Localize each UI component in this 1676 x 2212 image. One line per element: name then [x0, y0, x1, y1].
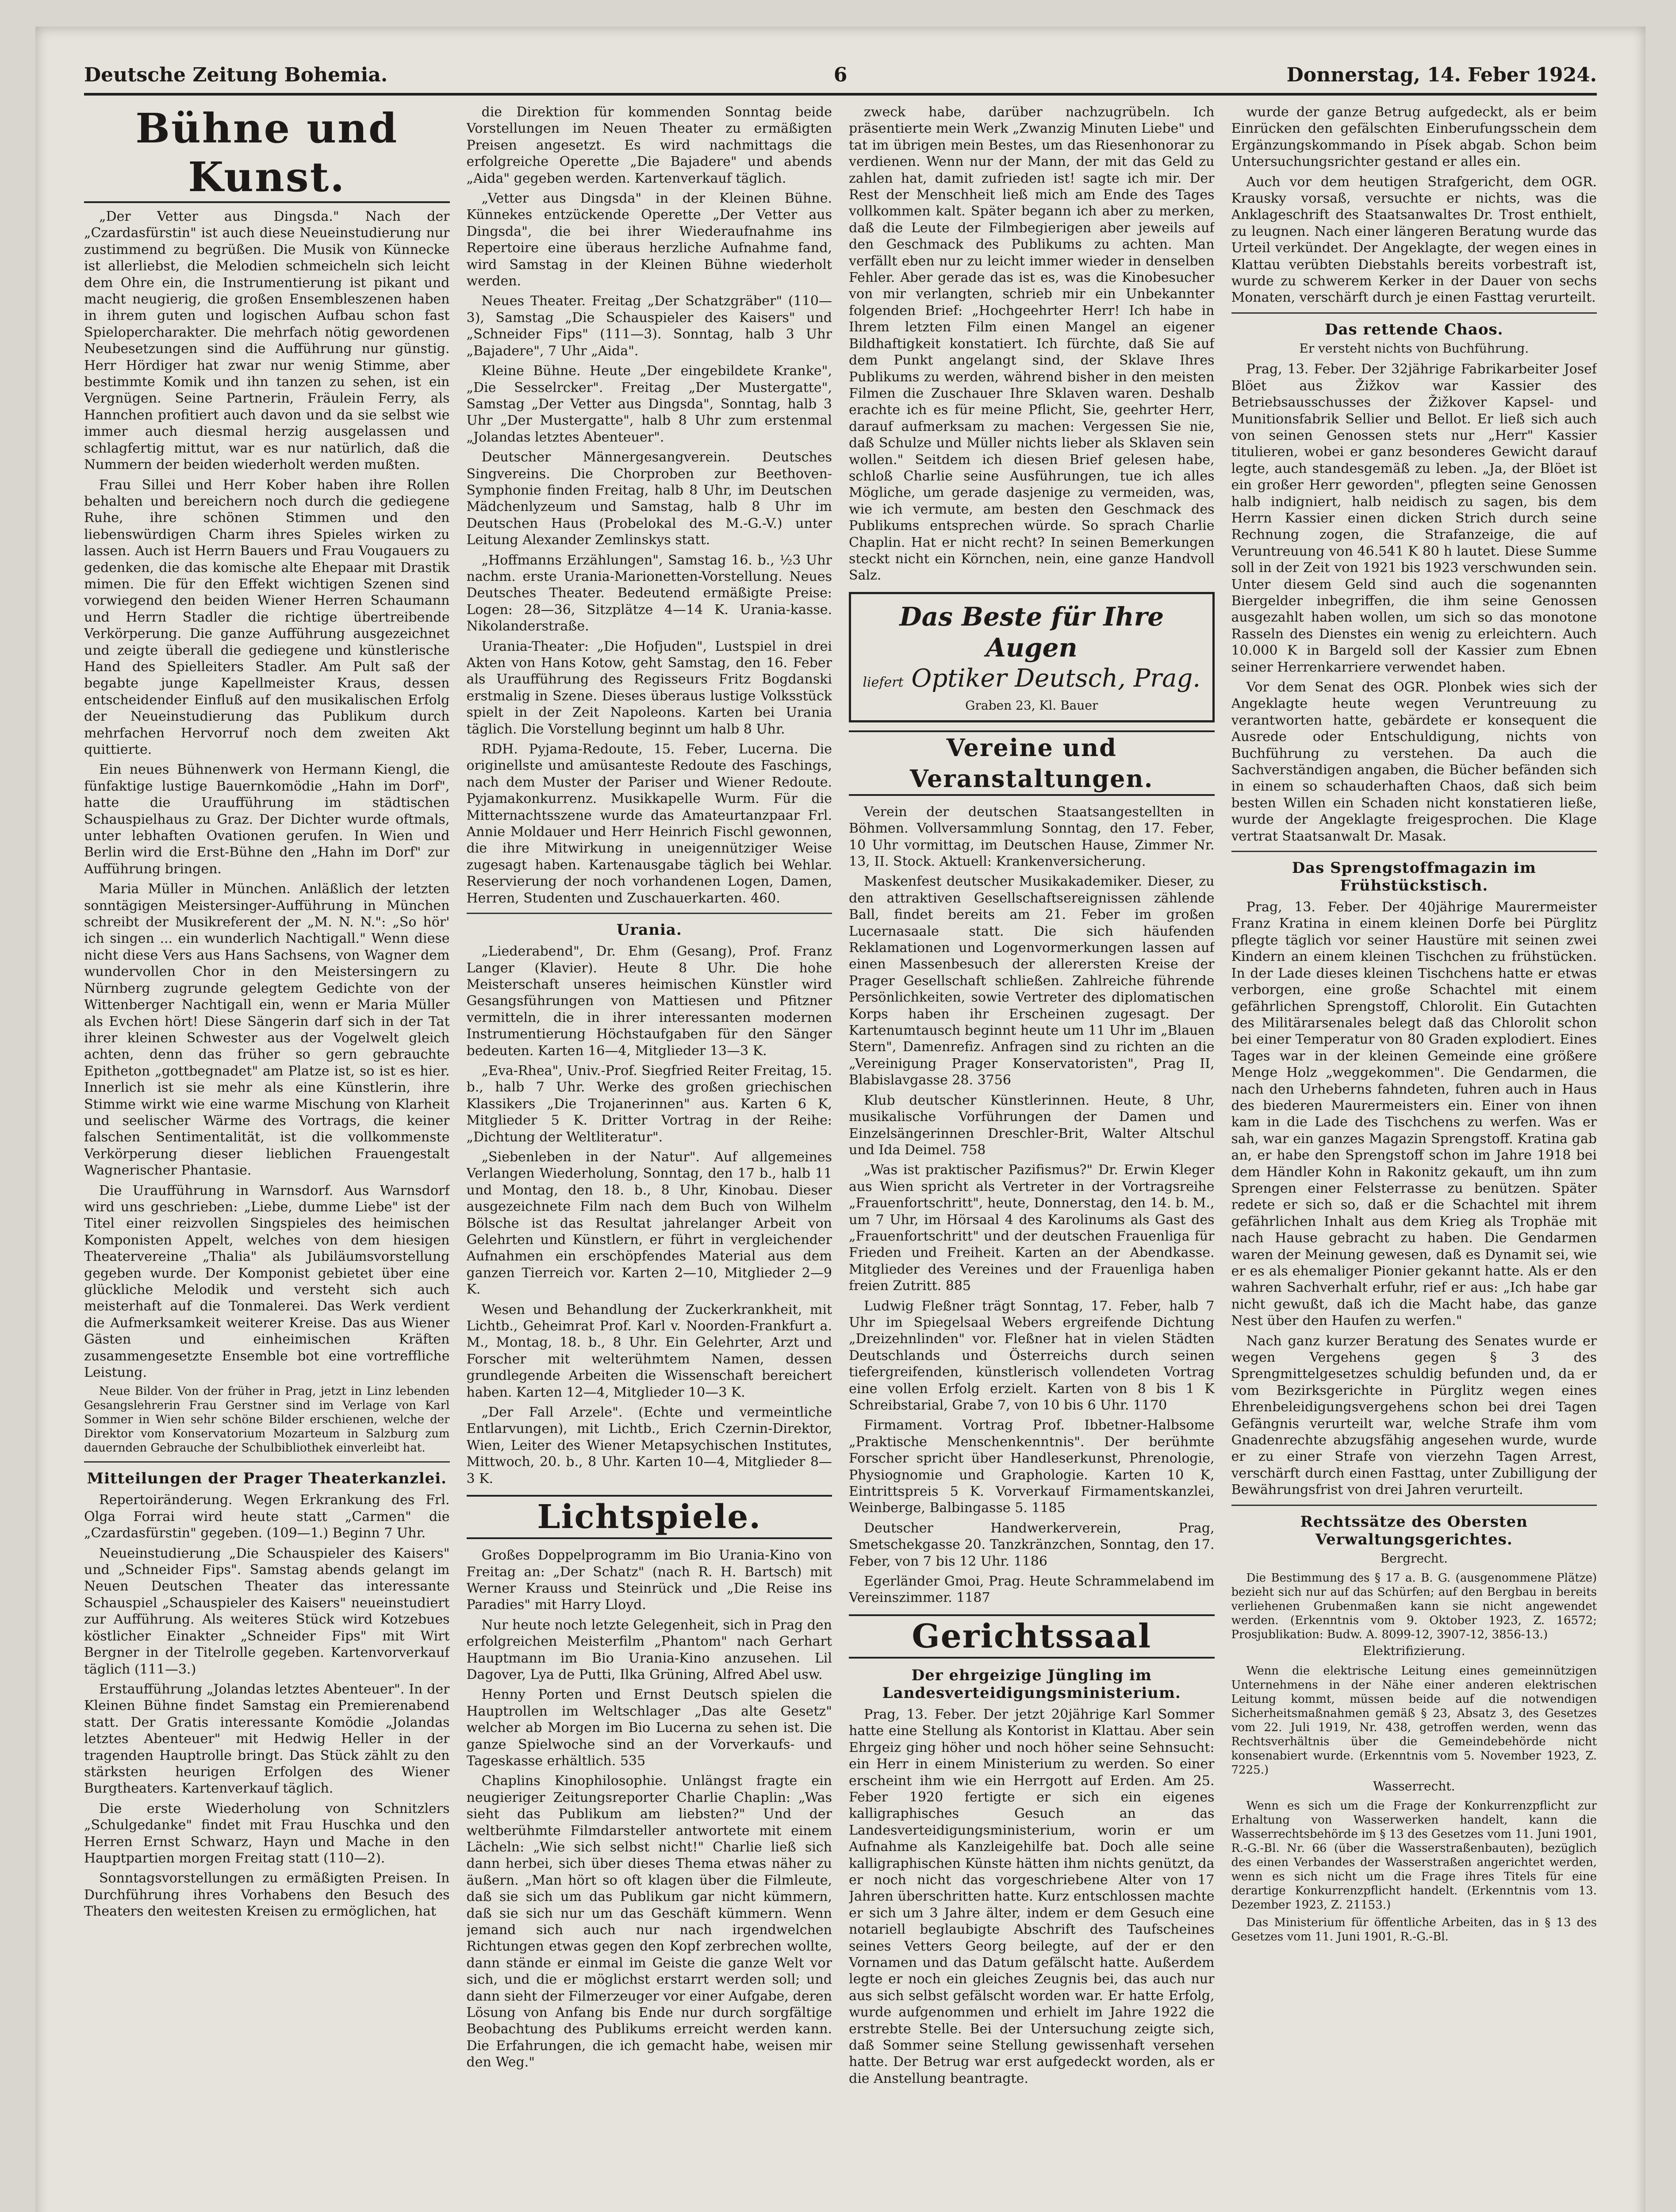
divider	[467, 913, 832, 914]
page-header	[84, 58, 1597, 96]
notice-paragraph: Die erste Wiederholung von Schnitzlers „Schulgedanke" findet mit Frau Huschka und den Herren Ernst Schwarz, Hayn und Mache in den Hauptpartien morgen Freitag statt (110—2).	[84, 1801, 450, 1866]
article-paragraph: Auch vor dem heutigen Strafgericht, dem OGR. Krausky vorsaß, versuchte er nichts, was die Anklageschrift des Staatsanwaltes Dr. Trost enthielt, zu leugnen. Nach einer längeren Beratung wurde das Urteil verkündet. Der Angeklagte, der wegen eines in Klattau verübten Diebstahls bereits vorbestraft ist, wurde zu schwerem Kerker in der Dauer von sechs Monaten, verschärft durch je einen Fasttag verurteilt.	[1231, 174, 1597, 306]
section-title-theaterkanzlei: Mitteilungen der Prager Theaterkanzlei.	[87, 1470, 447, 1488]
notice-paragraph: Firmament. Vortrag Prof. Ibbetner-Halbsome „Praktische Menschenkenntnis". Der berühmte Forscher spricht über Handleserkunst, Phrenologie, Physiognomie und Graphologie. Karten 10 K, Eintrittspreis 5 K. Vorverkauf Firmamentskanzlei, Weinberge, Balbingasse 5. 1185	[849, 1417, 1215, 1516]
notice-paragraph: Großes Doppelprogramm im Bio Urania-Kino von Freitag an: „Der Schatz" (nach R. H. Bartsch) mit Werner Krauss und Steinrück und „Die Reise ins Paradies" mit Harry Lloyd.	[466, 1548, 832, 1613]
notice-paragraph: RDH. Pyjama-Redoute, 15. Feber, Lucerna. Die originellste und amüsanteste Redoute des Faschings, nach dem Muster der Pariser und Wiener Redoute. Pyjamakonkurrenz. Musikkapelle Wurm. Für die Mitternachtsszene wurde das Amateurtanzpaar Frl. Annie Moldauer und Herr Heinrich Fischl gewonnen, die ihre Mitwirkung in uneigennütziger Weise zugesagt haben. Kartenausgabe täglich bei Wehlar. Reservierung der noch vorhandenen Logen, Damen, Herren, Studenten und Zuschauerkarten. 460.	[466, 741, 832, 906]
notice-paragraph: die Direktion für kommenden Sonntag beide Vorstellungen im Neuen Theater zu ermäßigten Preisen angesetzt. Es wird nachmittags die erfolgreiche Operette „Die Bajadere" und abends „Aida" gegeben werden. Kartenverkauf täglich.	[466, 104, 832, 186]
article-paragraph: Wenn die elektrische Leitung eines gemeinnützigen Unternehmens in der Nähe einer anderen elektrischen Leitung kommt, müssen beide auf die notwendigen Sicherheitsmaßnahmen gemäß § 23, Absatz 3, des Gesetzes vom 22. Juli 1919, Nr. 438, getroffen werden, wenn das Rechtsverhältnis über die Gemeindebehörde nicht konsenabiert wurde. (Erkenntnis vom 5. November 1923, Z. 7225.)	[1231, 1664, 1597, 1777]
article-subheadline: Er versteht nichts von Buchführung.	[1299, 341, 1529, 356]
notice-paragraph: Kleine Bühne. Heute „Der eingebildete Kranke", „Die Sesselrcker". Freitag „Der Mustergatte", Samstag „Der Vetter aus Dingsda", Sonntag, halb 3 Uhr „Der Mustergatte", halb 8 Uhr zum erstenmal „Jolandas letztes Abenteuer".	[466, 363, 832, 445]
article-subheadline: Bergrecht.	[1380, 1551, 1448, 1566]
article-headline: Das rettende Chaos.	[1324, 320, 1503, 338]
article-paragraph: Prag, 13. Feber. Der jetzt 20jährige Karl Sommer hatte eine Stellung als Kontorist in Klattau. Aber sein Ehrgeiz ging höher und noch höher seine Sehnsucht: ein Herr in einem Ministerium zu werden. So einer erscheint ihm wie ein Herrgott auf Erden. Am 25. Feber 1920 fertigte er sich ein eigenes kalligraphisches Gesuch an das Landesverteidigungsministerium, worin er um Aufnahme als Kanzleigehilfe bat. Doch alle seine kalligraphischen Künste hätten ihm nichts genützt, da er noch nicht das vorgeschriebene Alter von 17 Jahren überschritten hatte. Kurz entschlossen machte er sich um 3 Jahre älter, indem er dem Gesuch eine notariell beglaubigte Abschrift des Taufscheines seines Vetters Georg beilegte, auf der er den Vornamen und das Datum gefälscht hatte. Außerdem legte er noch ein gleiches Zeugnis bei, das auch nur aus sich selbst gefälscht worden war. Er hatte Erfolg, wurde aufgenommen und erhielt im Jahre 1922 die erstrebte Stelle. Bei der Untersuchung zeigte sich, daß Sommer seine Stellung gewissenhaft versehen hatte. Der Betrug war erst aufgedeckt worden, als er die Anstellung beantragte.	[849, 1706, 1215, 2086]
ad-business-name	[856, 663, 1207, 698]
notice-paragraph: Deutscher Männergesangverein. Deutsches Singvereins. Die Chorproben zur Beethoven-Symphonie finden Freitag, halb 8 Uhr, im Deutschen Mädchenlyzeum und Samstag, halb 8 Uhr im Deutschen Haus (Probelokal des M.-G.-V.) unter Leitung Alexander Zemlinskys statt.	[466, 449, 832, 548]
columns	[84, 104, 1597, 2212]
article-headline: Rechtssätze des Obersten Verwaltungsgerichtes.	[1300, 1513, 1528, 1548]
notice-paragraph: Nur heute noch letzte Gelegenheit, sich in Prag den erfolgreichen Meisterfilm „Phantom" nach Gerhart Hauptmann im Bio Urania-Kino anzusehen. Lil Dagover, Lya de Putti, Ilka Grüning, Alfred Abel usw.	[466, 1617, 832, 1682]
notice-paragraph: „Hoffmanns Erzählungen", Samstag 16. b., ½3 Uhr nachm. erste Urania-Marionetten-Vorstellung. Neues Deutsches Theater. Bedeutend ermäßigte Preise: Logen: 28—36, Sitzplätze 4—14 K. Urania-kasse. Nikolanderstraße.	[466, 552, 832, 634]
divider	[1231, 851, 1597, 852]
article-paragraph: Nach ganz kurzer Beratung des Senates wurde er wegen Vergehens gegen § 3 des Sprengmittelgesetzes schuldig befunden und, da er vom Bezirksgerichte in Pürglitz wegen eines Ehrenbeleidigungsvergehens schon bei drei Tagen Gefängnis verurteilt war, welche Strafe ihm vom Gnadenrechte abzugsfähig angesehen wurde, wurde er zu einer Strafe von vierzehn Tagen Arrest, verschärft durch einen Fasttag, unter Zubilligung der Bewährungsfrist von drei Jahren verurteilt.	[1231, 1333, 1597, 1498]
ad-headline: Das Beste für Ihre Augen	[899, 601, 1164, 663]
column-2	[467, 104, 832, 2212]
ad-address: Graben 23, Kl. Bauer	[965, 698, 1098, 713]
notice-paragraph: Repertoiränderung. Wegen Erkrankung des Frl. Olga Forrai wird heute statt „Carmen" die „Czardasfürstin" gegeben. (109—1.) Beginn 7 Uhr.	[84, 1492, 450, 1541]
divider	[84, 1461, 450, 1463]
notice-paragraph: Klub deutscher Künstlerinnen. Heute, 8 Uhr, musikalische Vorführungen der Damen und Einzelsängerinnen Dreschler-Brit, Walter Altschul und Ida Deimel. 758	[849, 1092, 1215, 1158]
page-number: 6	[833, 64, 848, 86]
newspaper-name: Deutsche Zeitung Bohemia.	[84, 64, 388, 86]
notice-paragraph: Urania-Theater: „Die Hofjuden", Lustspiel in drei Akten von Hans Kotow, geht Samstag, den 16. Feber als Uraufführung des Regisseurs Fritz Bogdanski erstmalig in Szene. Dieses überaus lustige Volksstück spielt in der Zeit Napoleons. Karten bei Urania täglich. Die Vorstellung beginnt um halb 8 Uhr.	[466, 638, 832, 737]
article-paragraph: Maria Müller in München. Anläßlich der letzten sonntägigen Meistersinger-Aufführung in München schreibt der Musikreferent der „M. N. N.": „So hör' ich singen ... ein wunderlich Nachtigall." Wenn diese nicht diese Vers aus Hans Sachsens, von Wagner dem wundervollen Chor in den Meistersingern zu Nürnberg zugrunde gelegtem Gedichte von der Wittenberger Nachtigall ein, wenn er Maria Müller als Evchen hört! Diese Sängerin darf sich in der Tat ihrer kleinen Schwester aus der Vogelwelt gleich achten, denn das früher so gern gebrauchte Epitheton „gottbegnadet" am Platze ist, so ist es hier. Innerlich ist sie mehr als eine Künstlerin, ihre Stimme wirkt wie eine warme Mischung von Klarheit und seelischer Wärme des Vortrags, die keiner falschen Sentimentalität, ist die vollkommenste Verkörperung dieser lieblichen Frauengestalt Wagnerischer Phantasie.	[84, 881, 450, 1179]
article-paragraph: Prag, 13. Feber. Der 32jährige Fabrikarbeiter Josef Blöet aus Žižkov war Kassier des Betriebsausschusses der Žižkover Kapsel- und Munitionsfabrik Sellier und Bellot. Er ließ sich auch von seinen Genossen stets nur „Herr" Kassier titulieren, wobei er ganz besonderes Gewicht darauf legte, auch standesgemäß zu leben. „Ja, der Blöet ist ein großer Herr geworden", pflegten seine Genossen halb indigniert, halb neidisch zu sagen, bis dem Herrn Kassier einen dicken Strich durch seine Rechnung zogen, die Strafanzeige, die auf Veruntreuung von 46.541 K 80 h lautet. Diese Summe soll in der Zeit von 1921 bis 1923 verschwunden sein. Unter diesem Geld sind auch die sogenannten Biergelder inbegriffen, die ihm seine Genossen ausgezahlt haben wollen, um sich so das monotone Rasseln des Dienstes ein wenig zu erleichtern. Auch 10.000 K in Bargeld soll der Kassier zum Ebnen seiner Herrenkarriere verwendet haben.	[1231, 361, 1597, 675]
column-4	[1231, 104, 1597, 2212]
section-title-buehne-und-kunst: Bühne und Kunst.	[84, 104, 450, 203]
newspaper-page	[35, 27, 1645, 2212]
article-paragraph: Die Bestimmung des § 17 a. B. G. (ausgenommene Plätze) bezieht sich nur auf das Schürfen; auf den Bergbau in bereits verliehenen Grubenmaßen kann sie nicht angewendet werden. (Erkenntnis vom 9. Oktober 1923, Z. 16572; Prosjublikation: Budw. A. 8099-12, 3907-12, 3856-13.)	[1231, 1571, 1597, 1642]
notice-paragraph: „Siebenleben in der Natur". Auf allgemeines Verlangen Wiederholung, Sonntag, den 17 b., halb 11 und Montag, den 18. b., 8 Uhr, Kinobau. Dieser ausgezeichnete Film nach dem Buch von Wilhelm Bölsche ist das Resultat jahrelanger Arbeit von Gelehrten und Künstlern, er führt in vergleichender Aufnahmen ein erschöpfendes Material aus dem ganzen Tierreich vor. Karten 2—10, Mitglieder 2—9 K.	[466, 1149, 832, 1298]
article-headline: Der ehrgeizige Jüngling im Landesverteidigungsministerium.	[882, 1666, 1181, 1702]
notice-paragraph: Henny Porten und Ernst Deutsch spielen die Hauptrollen im Weltschlager „Das alte Gesetz" welcher ab Morgen im Bio Lucerna zu sehen ist. Die ganze Spielwoche sind an der Vorverkaufs- und Tageskasse erhältlich. 535	[466, 1687, 832, 1769]
notice-paragraph: „Liederabend", Dr. Ehm (Gesang), Prof. Franz Langer (Klavier). Heute 8 Uhr. Die hohe Meisterschaft unseres heimischen Künstler wird Gesangsführungen von Mattiesen und Pfitzner vermitteln, die in ihrer interessanten modernen Instrumentierung Höchstaufgaben für den Sänger bedeuten. Karten 16—4, Mitglieder 13—3 K.	[466, 944, 832, 1059]
notice-paragraph: Deutscher Handwerkerverein, Prag, Smetschekgasse 20. Tanzkränzchen, Sonntag, den 17. Feber, von 7 bis 12 Uhr. 1186	[849, 1520, 1215, 1569]
article-subheadline: Wasserrecht.	[1373, 1778, 1455, 1793]
article-paragraph: wurde der ganze Betrug aufgedeckt, als er beim Einrücken den gefälschten Einberufungsschein dem Ergänzungskommando in Písek abgab. Schon beim Untersuchungsrichter gestand er alles ein.	[1231, 104, 1597, 170]
notice-paragraph: Ludwig Fleßner trägt Sonntag, 17. Feber, halb 7 Uhr im Spiegelsaal Webers ergreifende Dichtung „Dreizehnlinden" vor. Fleßner hat in vielen Städten Deutschlands und Österreichs durch seinen tiefergreifenden, künstlerisch vollendeten Vortrag eine vollen Erfolg erzielt. Karten von 8 bis 1 K Schreibstarial, Grabe 7, von 10 bis 6 Uhr. 1170	[849, 1298, 1215, 1413]
notice-paragraph: Wesen und Behandlung der Zuckerkrankheit, mit Lichtb., Geheimrat Prof. Karl v. Noorden-Frankfurt a. M., Montag, 18. b., 8 Uhr. Ein Gelehrter, Arzt und Forscher mit welterühmtem Namen, dessen grundlegende Arbeiten die Wissenschaft bereichert haben. Karten 12—4, Mitglieder 10—3 K.	[466, 1302, 832, 1400]
notice-paragraph: Neueinstudierung „Die Schauspieler des Kaisers" und „Schneider Fips". Samstag abends gelangt im Neuen Deutschen Theater das interessante Schauspiel „Schauspieler des Kaisers" neueinstudiert zur Aufführung. Als weiteres Stück wird Kotzebues köstlicher Einakter „Schneider Fips" mit Wirt Bergner in der Titelrolle gegeben. Kartenvorverkauf täglich (111—3.)	[84, 1545, 450, 1677]
notice-paragraph: Erstaufführung „Jolandas letztes Abenteuer". In der Kleinen Bühne findet Samstag ein Premierenabend statt. Der Gratis interessante Komödie „Jolandas letztes Abenteuer" mit Hedwig Heller in der tragenden Hauptrolle bringt. Das Stück zählt zu den stärksten heurigen Erfolgen des Wiener Burgtheaters. Kartenverkauf täglich.	[84, 1681, 450, 1797]
notice-paragraph: Neues Theater. Freitag „Der Schatzgräber" (110—3), Samstag „Die Schauspieler des Kaisers" und „Schneider Fips" (111—3). Sonntag, halb 3 Uhr „Bajadere", 7 Uhr „Aida".	[466, 293, 832, 359]
article-paragraph: zweck habe, darüber nachzugrübeln. Ich präsentierte mein Werk „Zwanzig Minuten Liebe" und tat im übrigen mein Bestes, um das Riesenhonorar zu verdienen. Wenn nur der Mann, der mit das Geld zu zahlen hat, damit zufrieden ist! sagte ich mir. Der Rest der Menschheit ließ mich am Ende des Tages vollkommen kalt. Später begann ich aber zu merken, daß die Leute der Filmbegierigen aber jeweils auf den Geschmack des Publikums zu achten. Man verfällt eben nur zu leicht immer wieder in denselben Fehler. Aber gerade das ist es, was die Kinobesucher von mir verlangten, schrieb mir ein Unbekannter folgenden Brief: „Hochgeehrter Herr! Ich habe in Ihrem letzten Film einen Mangel an eigener Bildhaftigkeit konstatiert. Ich fürchte, daß Sie auf dem Punkt angelangt sind, der Sklave Ihres Publikums zu werden, während bisher in den meisten Filmen die Zuschauer Ihre Sklaven waren. Deshalb erachte ich es für meine Pflicht, Sie, geehrter Herr, darauf aufmerksam zu machen: Vergessen Sie nie, daß Schulze und Müller nichts lieber als Sklaven sein wollen." Seitdem ich diesen Brief gelesen habe, schloß Charlie seine Ausführungen, tue ich alles Mögliche, um gerade dasjenige zu vermeiden, was, wie ich vermute, am besten den Geschmack des Publikums entsprechen würde. So sprach Charlie Chaplin. Hat er nicht recht? In seinen Bemerkungen steckt nicht ein Körnchen, nein, eine ganze Handvoll Salz.	[849, 104, 1215, 584]
article-paragraph: „Der Vetter aus Dingsda." Nach der „Czardasfürstin" ist auch diese Neueinstudierung nur zustimmend zu begrüßen. Die Musik von Künnecke ist allerliebst, die Melodien schmeicheln sich leicht dem Ohre ein, die Instrumentierung ist pikant und macht neugierig, die großen Ensembleszenen haben in ihrem guten und logischen Aufbau schon fast Spielopercharakter. Die mehrfach nötig gewordenen Neubesetzungen sind die Aufführung nur günstig. Herr Hördiger hat zwar nur wenig Stimme, aber bestimmte Komik und ihn tanzen zu sehen, ist ein Vergnügen. Seine Partnerin, Fräulein Ferry, als Hannchen profitiert auch davon und da sie selbst wie immer auch diesmal herzig ausgelassen und schlagfertig mittut, war es nur natürlich, daß die Nummern der beiden wiederholt werden mußten.	[84, 209, 450, 473]
notice-paragraph: Egerländer Gmoi, Prag. Heute Schrammelabend im Vereinszimmer. 1187	[849, 1574, 1215, 1606]
ad-name-text: Optiker Deutsch, Prag.	[911, 664, 1201, 693]
notice-paragraph: „Vetter aus Dingsda" in der Kleinen Bühne. Künnekes entzückende Operette „Der Vetter aus Dingsda", die bei ihrer Wiederaufnahme ins Repertoire eine überaus herzliche Aufnahme fand, wird Samstag in der Kleinen Bühne wiederholt werden.	[466, 191, 832, 289]
article-paragraph: Wenn es sich um die Frage der Konkurrenzpflicht zur Erhaltung von Wasserwerken handelt, kann die Wasserrechtsbehörde im § 13 des Gesetzes vom 11. Juni 1901, R.-G.-Bl. Nr. 66 (über die Wasserstraßenbauten), bezüglich des einen Verbandes der Wasserstraßen angerichtet werden, wenn es sich nicht um die Frage ihres Titels für eine derartige Konkurrenzpflicht handelt. (Erkenntnis vom 13. Dezember 1923, Z. 21153.)	[1231, 1799, 1597, 1912]
section-title-lichtspiele: Lichtspiele.	[467, 1495, 832, 1539]
column-1	[84, 104, 450, 2212]
notice-paragraph: Sonntagsvorstellungen zu ermäßigten Preisen. In Durchführung ihres Vorhabens den Besuch des Theaters den weitesten Kreisen zu ermöglichen, hat	[84, 1870, 450, 1920]
ad-prefix: liefert	[863, 674, 904, 690]
article-paragraph: Ein neues Bühnenwerk von Hermann Kiengl, die fünfaktige lustige Bauernkomödie „Hahn im Dorf", hatte die Uraufführung im städtischen Schauspielhaus zu Graz. Der Dichter wurde oftmals, unter lebhaften Ovationen gerufen. In Wien und Berlin wird die Erst-Bühne den „Hahn im Dorf" zur Aufführung bringen.	[84, 762, 450, 877]
article-subheadline: Elektrifizierung.	[1362, 1644, 1465, 1659]
section-title-gerichtssaal: Gerichtssaal	[849, 1614, 1215, 1659]
divider	[1231, 312, 1597, 314]
notice-paragraph: Verein der deutschen Staatsangestellten in Böhmen. Vollversammlung Sonntag, den 17. Feber, 10 Uhr vormittag, im Deutschen Hause, Zimmer Nr. 13, II. Stock. Aktuell: Krankenversicherung.	[849, 804, 1215, 869]
notice-paragraph: „Was ist praktischer Pazifismus?" Dr. Erwin Kleger aus Wien spricht als Vertreter in der Vortragsreihe „Frauenfortschritt", heute, Donnerstag, den 14. b. M., um 7 Uhr, im Hörsaal 4 des Karolinums als Gast des „Frauenfortschritt" und der deutschen Frauenliga für Frieden und Freiheit. Karten an der Abendkasse. Mitglieder des Vereines und der Frauenliga haben freien Zutritt. 885	[849, 1162, 1215, 1294]
column-3	[849, 104, 1215, 2212]
article-paragraph: Vor dem Senat des OGR. Plonbek wies sich der Angeklagte heute wegen Veruntreuung zu verantworten hatte, gebärdete er konsequent die Ausrede oder Entschuldigung, nichts von Buchführung zu verstehen. Da auch die Sachverständigen angaben, die Bücher befänden sich in einem so schauderhaften Chaos, daß sich beim besten Willen ein Schaden nicht konstatieren ließe, wurde der Angeklagte freigesprochen. Die Klage vertrat Staatsanwalt Dr. Masak.	[1231, 680, 1597, 844]
article-paragraph: Frau Sillei und Herr Kober haben ihre Rollen behalten und bereichern noch durch die gediegene Ruhe, ihre schönen Stimmen und den liebenswürdigen Charm ihres Spieles wirken zu lassen. Auch ist Herrn Bauers und Frau Vougauers zu gedenken, die das komische alte Ehepaar mit Drastik mimen. Die für den Effekt wichtigen Szenen sind vorwiegend den beiden Wiener Herren Schaumann und Herrn Stadler die richtige übertreibende Verkörperung. Die ganze Aufführung ausgezeichnet und zeigte überall die gediegene und künstlerische Hand des Spielleiters Stadler. Am Pult saß der begabte junge Kapellmeister Kraus, dessen entscheidender Einfluß auf den musikalischen Erfolg der Neueinstudierung das Publikum durch mehrfachen Hervorruf noch dem zweiten Akt quittierte.	[84, 477, 450, 757]
article-paragraph: Prag, 13. Feber. Der 40jährige Maurermeister Franz Kratina in einem kleinen Dorfe bei Pürglitz pflegte täglich vor seiner Haustüre mit seinen zwei Kindern an einem kleinen Tischchen zu frühstücken. In der Lade dieses kleinen Tischchens hatte er etwas verborgen, eine große Schachtel mit einem gefährlichen Sprengstoff, Chlorolit. Ein Gutachten des Militärarsenales belegt daß das Chlorolit schon bei einer Temperatur von 80 Graden explodiert. Eines Tages war in der kleinen Gemeinde eine größere Menge Holz „weggekommen". Die Gendarmen, die nach den Urheberns fahndeten, fuhren auch in Haus des biederen Maurermeisters ein. Einer von ihnen kam in die Lade des Tischchens zu werfen. Was er sah, war ein ganzes Magazin Sprengstoff. Kratina gab an, er habe den Sprengstoff schon im Jahre 1918 bei dem Händler Kohn in Rakonitz gekauft, um ihn zum Sprengen einer Felsterrasse zu benützen. Später redete er sich so, daß er die Schachtel mit ihrem gefährlichen Inhalt aus dem Krieg als Trophäe mit nach Hause gebracht zu haben. Die Gendarmen waren der Meinung gewesen, daß es Dynamit sei, wie er es als ehemaliger Pionier gekannt hatte. Als er den wahren Sachverhalt erfuhr, rief er aus: „Ich habe gar nicht gewußt, daß ich die Macht habe, das ganze Nest über den Haufen zu werfen."	[1231, 899, 1597, 1329]
advertisement-optiker	[849, 592, 1215, 722]
divider	[1231, 1505, 1597, 1506]
article-paragraph: Das Ministerium für öffentliche Arbeiten, das in § 13 des Gesetzes vom 11. Juni 1901, R.-G.-Bl.	[1231, 1916, 1597, 1943]
notice-paragraph: „Eva-Rhea", Univ.-Prof. Siegfried Reiter Freitag, 15. b., halb 7 Uhr. Werke des großen griechischen Klassikers „Die Trojanerinnen" aus. Karten 6 K, Mitglieder 5 K. Dritter Vortrag in der Reihe: „Dichtung der Weltliteratur".	[466, 1063, 832, 1145]
section-title-vereine: Vereine und Veranstaltungen.	[849, 730, 1215, 796]
notice-paragraph: „Der Fall Arzele". (Echte und vermeintliche Entlarvungen), mit Lichtb., Erich Czernin-Direktor, Wien, Leiter des Wiener Metapsychischen Institutes, Mittwoch, 20. b., 8 Uhr. Karten 10—4, Mitglieder 8—3 K.	[466, 1405, 832, 1486]
article-paragraph: Die Uraufführung in Warnsdorf. Aus Warnsdorf wird uns geschrieben: „Liebe, dumme Liebe" ist der Titel einer reizvollen Singspieles des heimischen Komponisten Appelt, welches von dem hiesigen Theatervereine „Thalia" als Jubiläumsvorstellung gegeben wurde. Der Komponist gebietet über eine glückliche Melodik und versteht sich auch meisterhaft auf die Tonmalerei. Das Werk verdient die Aufmerksamkeit weiterer Kreise. Das aus Wiener Gästen und einheimischen Kräften zusammengesetzte Ensemble bot eine vortreffliche Leistung.	[84, 1183, 450, 1381]
article-headline: Das Sprengstoffmagazin im Frühstückstisch.	[1292, 859, 1536, 895]
article-paragraph: Neue Bilder. Von der früher in Prag, jetzt in Linz lebenden Gesangslehrerin Frau Gerstner sind im Verlage von Karl Sommer in Wien sehr schöne Bilder erschienen, welche der Direktor vom Konservatorium Mozarteum in Salzburg zum dauernden Gebrauche der Schulbibliothek einverleibt hat.	[84, 1385, 450, 1455]
notice-paragraph: Chaplins Kinophilosophie. Unlängst fragte ein neugieriger Zeitungsreporter Charlie Chaplin: „Was sieht das Publikum am liebsten?" Und der weltberühmte Filmdarsteller antwortete mit einem Lächeln: „Wie sich selbst nicht!" Charlie ließ sich dann herbei, sich über dieses Thema etwas näher zu äußern. „Man hört so oft klagen über die Filmleute, daß sie sich um das Publikum gar nicht kümmern, daß sie sich nur um das Geschäft kümmern. Wenn jemand sich auch nur nach irgendwelchen Richtungen etwas gegen den Kopf zerbrechen wollte, dann stände er einmal im Geiste die ganze Welt vor sich, und die er möglichst erstarrt werden soll; und dann sieht der Filmerzeuger vor einer Aufgabe, deren Lösung von Anfang bis Ende nur durch sorgfältige Beobachtung des Publikums erreicht werden kann. Die Erfahrungen, die ich gemacht habe, weisen mir den Weg."	[466, 1773, 832, 2070]
notice-paragraph: Maskenfest deutscher Musikakademiker. Dieser, zu den attraktiven Gesellschaftsereignissen zählende Ball, findet bereits am 21. Feber im großen Lucernasaale statt. Die sich häufenden Reklamationen und Logenvormerkungen lassen auf einen Massenbesuch der allerersten Kreise der Prager Gesellschaft schließen. Zahlreiche führende Persönlichkeiten, sowie Vertreter des diplomatischen Korps haben ihr Erscheinen zugesagt. Der Kartenumtausch beginnt heute um 11 Uhr im „Blauen Stern", Damenrefiz. Anfragen sind zu richten an die „Vereinigung Prager Konservatoristen", Prag II, Blabislavgasse 28. 3756	[849, 874, 1215, 1088]
issue-date: Donnerstag, 14. Feber 1924.	[1286, 64, 1597, 86]
section-title-urania: Urania.	[616, 921, 682, 939]
